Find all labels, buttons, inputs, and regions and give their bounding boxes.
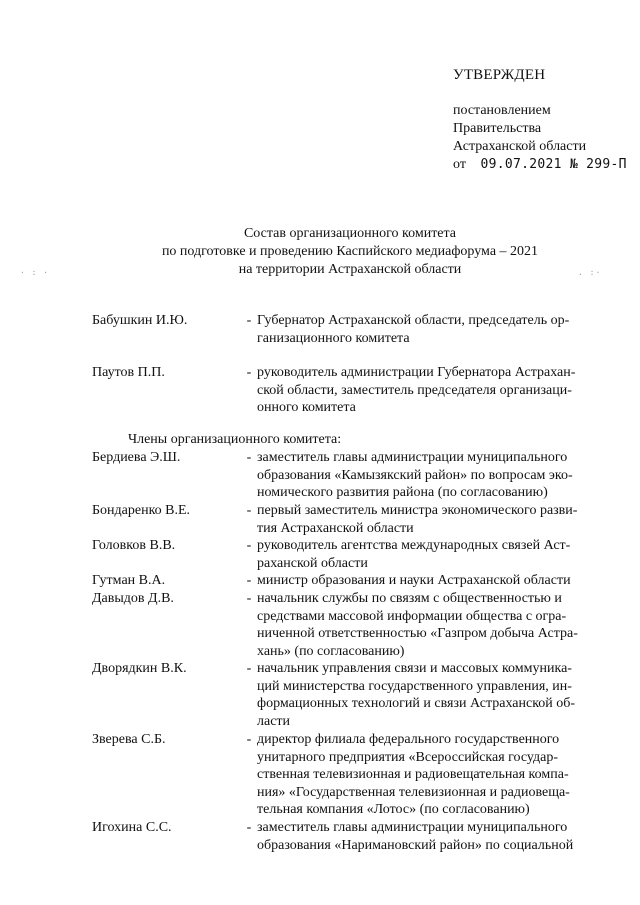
member-position <box>257 590 609 660</box>
position-line: тельная компания «Лотос» (по согласованию) <box>257 802 530 818</box>
member-name: Бондаренко В.Е. <box>92 503 191 518</box>
position-line: первый заместитель министра экономического разви- <box>257 503 578 518</box>
member-name: Гутман В.А. <box>92 573 166 588</box>
member-position <box>257 660 609 730</box>
position-line: руководитель агентства международных связей Аст- <box>257 538 571 553</box>
position-line: ниченной ответственностью «Газпром добыча Астра- <box>257 626 578 642</box>
position-line: онного комитета <box>257 400 356 416</box>
position-line: раханской области <box>257 555 368 571</box>
position-line: заместитель главы администрации муниципального <box>257 450 568 465</box>
position-line: образования «Наримановский район» по социальной <box>257 837 574 853</box>
position-line: тия Астраханской области <box>257 520 414 536</box>
member-position <box>257 449 609 502</box>
entry-dash: - <box>246 820 252 835</box>
member-name: Зверева С.Б. <box>92 732 166 747</box>
position-line: заместитель главы администрации муниципального <box>257 820 568 835</box>
heading-line-3: на территории Астраханской области <box>238 262 462 277</box>
entry-dash: - <box>246 365 252 380</box>
approval-date-prefix: от <box>453 157 466 172</box>
entry-dash: - <box>246 538 252 553</box>
document-heading <box>100 225 600 279</box>
entry-dash: - <box>246 573 252 588</box>
approval-title: УТВЕРЖДЕН <box>453 67 546 83</box>
position-line: ганизационного комитета <box>257 330 410 346</box>
position-line: ций министерства государственного управления, ин- <box>257 678 572 694</box>
member-name: Бердиева Э.Ш. <box>92 450 181 465</box>
position-line: начальник службы по связям с общественностью и <box>257 591 562 606</box>
position-line: средствами массовой информации общества с огра- <box>257 608 567 624</box>
member-name: Бабушкин И.Ю. <box>92 313 188 328</box>
members-label: Члены организационного комитета: <box>128 432 342 447</box>
heading-line-1: Состав организационного комитета <box>243 226 457 241</box>
approval-line-3: Астраханской области <box>453 139 587 154</box>
member-position <box>257 537 609 572</box>
position-line: номического развития района (по согласованию) <box>257 485 548 501</box>
position-line: ния» «Государственная телевизионная и радиовеща- <box>257 784 570 800</box>
position-line: образования «Камызякский район» по вопросам эко- <box>257 467 573 483</box>
position-line: директор филиала федерального государственного <box>257 732 560 747</box>
position-line: унитарного предприятия «Всероссийская государ- <box>257 749 559 765</box>
member-position <box>257 312 609 347</box>
approval-line-2: Правительства <box>453 121 542 136</box>
position-line: ласти <box>257 713 291 729</box>
member-position <box>257 731 609 819</box>
entry-dash: - <box>246 450 252 465</box>
position-line: формационных технологий и связи Астраханской об- <box>257 696 576 712</box>
member-name: Давыдов Д.В. <box>92 591 174 606</box>
member-name: Игохина С.С. <box>92 820 172 835</box>
scan-artifact-left: · : · <box>20 268 50 277</box>
member-position <box>257 364 609 417</box>
position-line: руководитель администрации Губернатора Астрахан- <box>257 365 576 380</box>
member-position <box>257 572 609 590</box>
position-line: ской области, заместитель председателя организаци- <box>257 382 572 398</box>
member-position <box>257 819 609 854</box>
member-name: Головков В.В. <box>92 538 176 553</box>
approval-block <box>453 66 633 174</box>
member-position <box>257 502 609 537</box>
approval-date-stamp: 09.07.2021 № 299-П <box>480 157 627 172</box>
position-line: Губернатор Астраханской области, председатель ор- <box>257 313 570 328</box>
member-name: Дворядкин В.К. <box>92 661 187 676</box>
position-line: начальник управления связи и массовых коммуника- <box>257 661 572 676</box>
position-line: министр образования и науки Астраханской области <box>257 573 571 588</box>
position-line: ственная телевизионная и радиовещательная компа- <box>257 767 569 783</box>
approval-line-1: постановлением <box>453 103 551 118</box>
entry-dash: - <box>246 732 252 747</box>
entry-dash: - <box>246 503 252 518</box>
approval-date-line <box>453 156 633 174</box>
entry-dash: - <box>246 591 252 606</box>
entry-dash: - <box>246 661 252 676</box>
position-line: хань» (по согласованию) <box>257 643 405 659</box>
entry-dash: - <box>246 313 252 328</box>
heading-line-2: по подготовке и проведению Каспийского медиафорума – 2021 <box>161 244 539 259</box>
scan-artifact-right: . :· <box>578 268 602 277</box>
member-name: Паутов П.П. <box>92 365 165 380</box>
